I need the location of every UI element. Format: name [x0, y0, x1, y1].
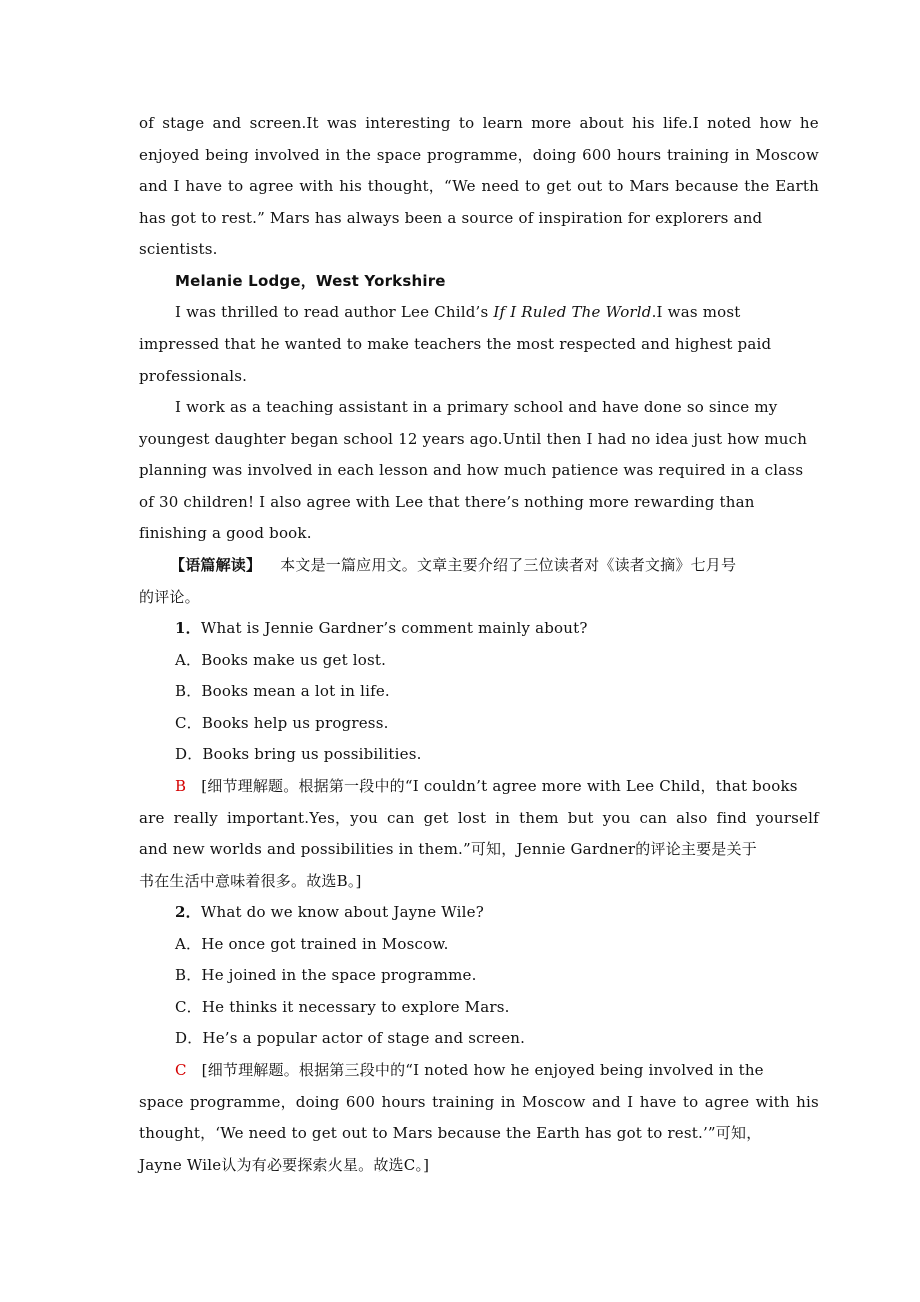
explanation-line: and new worlds and possibilities in them.”可知，Jennie Gardner的评论主要是关于 — [139, 840, 757, 858]
word: Moscow — [522, 1093, 586, 1111]
passage-line: professionals. — [139, 367, 248, 385]
word: can — [639, 809, 668, 827]
word: thought，“We — [367, 177, 476, 195]
word: his — [632, 114, 655, 132]
word: have — [185, 177, 223, 195]
word: 600 — [582, 146, 612, 164]
option-c: C．Books help us progress. — [175, 714, 389, 732]
explanation-line: thought，‘We need to get out to Mars because the Earth has got to rest.’”可知， — [139, 1124, 762, 1142]
word: space — [376, 146, 422, 164]
word: programme，doing — [189, 1093, 340, 1111]
word: in — [500, 1093, 516, 1111]
question-number: 2． — [175, 903, 201, 921]
word: to — [525, 177, 541, 195]
word: really — [173, 809, 218, 827]
word: involved — [254, 146, 320, 164]
word: the — [345, 146, 372, 164]
option-b: B．Books mean a lot in life. — [175, 682, 390, 700]
word: more — [531, 114, 572, 132]
word: agree — [249, 177, 294, 195]
option-b: B．He joined in the space programme. — [175, 966, 477, 984]
word: them — [519, 809, 559, 827]
word: Mars — [629, 177, 670, 195]
question-2 — [175, 902, 819, 922]
word: he — [799, 114, 819, 132]
question-text: What is Jennie Gardner’s comment mainly about? — [200, 619, 588, 637]
word: learn — [482, 114, 524, 132]
word: of — [139, 114, 154, 132]
passage-line: finishing a good book. — [139, 524, 312, 542]
analysis-text: 本文是一篇应用文。文章主要介绍了三位读者对《读者文摘》七月号 — [280, 556, 737, 574]
word: with — [299, 177, 334, 195]
passage-line: impressed that he wanted to make teachers the most respected and highest paid — [139, 335, 772, 353]
passage-line — [139, 113, 819, 133]
word: how — [759, 114, 792, 132]
word: training — [666, 146, 730, 164]
explanation-line — [139, 808, 819, 828]
word: noted — [707, 114, 752, 132]
book-title: If I Ruled The World — [493, 303, 652, 321]
word: but — [567, 809, 594, 827]
word: also — [676, 809, 708, 827]
option-a: A．Books make us get lost. — [175, 651, 387, 669]
word: because — [675, 177, 739, 195]
passage-line: youngest daughter began school 12 years ago.Until then I had no idea just how much — [139, 430, 808, 448]
word: 600 — [345, 1093, 376, 1111]
passage-line: planning was involved in each lesson and how much patience was required in a class — [139, 461, 804, 479]
word: hours — [381, 1093, 426, 1111]
passage-line: has got to rest.” Mars has always been a source of inspiration for explorers and — [139, 209, 763, 227]
word: to — [227, 177, 244, 195]
option-a: A．He once got trained in Moscow. — [175, 935, 449, 953]
question-number: 1． — [175, 619, 201, 637]
passage-text: .I was most — [651, 303, 741, 321]
explanation-text: [细节理解题。根据第一段中的“I couldn’t agree more with Lee Child，that books — [201, 777, 798, 795]
word: to — [608, 177, 624, 195]
explanation-line: 书在生活中意味着很多。故选B。] — [139, 872, 362, 890]
word: in — [495, 809, 511, 827]
word: Earth — [775, 177, 819, 195]
word: was — [326, 114, 358, 132]
word: find — [716, 809, 747, 827]
word: Moscow — [755, 146, 819, 164]
word: the — [744, 177, 770, 195]
passage-text: I was thrilled to read author Lee Child’s — [175, 303, 494, 321]
passage-line — [175, 302, 819, 322]
word: and — [591, 1093, 621, 1111]
word: his — [796, 1093, 819, 1111]
word: important.Yes，you — [226, 809, 378, 827]
word: life.I — [662, 114, 699, 132]
word: and — [139, 177, 168, 195]
word: get — [546, 177, 572, 195]
word: and — [212, 114, 242, 132]
word: yourself — [755, 809, 819, 827]
passage-line: I work as a teaching assistant in a primary school and have done so since my — [175, 398, 778, 416]
word: I — [173, 177, 180, 195]
explanation-text: [细节理解题。根据第三段中的“I noted how he enjoyed being involved in the — [201, 1061, 764, 1079]
word: hours — [617, 146, 662, 164]
option-c: C．He thinks it necessary to explore Mars. — [175, 998, 510, 1016]
word: out — [577, 177, 603, 195]
explanation-line: Jayne Wile认为有必要探索火星。故选C。] — [139, 1156, 430, 1174]
passage-line: of 30 children! I also agree with Lee that there’s nothing more rewarding than — [139, 493, 755, 511]
word: with — [755, 1093, 790, 1111]
explanation-line — [139, 1092, 819, 1112]
reader-signature: Melanie Lodge，West Yorkshire — [175, 272, 446, 290]
word: to — [458, 114, 475, 132]
word: programme，doing — [426, 146, 577, 164]
word: in — [325, 146, 341, 164]
explanation-line — [175, 776, 819, 796]
word: space — [139, 1093, 184, 1111]
passage-line — [139, 145, 819, 165]
option-d: D．He’s a popular actor of stage and screen. — [175, 1029, 526, 1047]
question-text: What do we know about Jayne Wile? — [200, 903, 484, 921]
analysis-label: 【语篇解读】 — [170, 556, 262, 574]
explanation-line — [175, 1060, 819, 1080]
word: get — [423, 809, 449, 827]
passage-line: scientists. — [139, 240, 218, 258]
word: lost — [457, 809, 487, 827]
question-1 — [175, 618, 819, 638]
analysis-line — [170, 555, 814, 575]
word: stage — [162, 114, 205, 132]
word: about — [579, 114, 624, 132]
word: can — [387, 809, 415, 827]
word: have — [639, 1093, 677, 1111]
word: his — [339, 177, 362, 195]
word: you — [602, 809, 631, 827]
word: I — [627, 1093, 634, 1111]
word: need — [481, 177, 520, 195]
word: screen.It — [249, 114, 319, 132]
answer-letter: C — [175, 1061, 187, 1079]
answer-letter: B — [175, 777, 187, 795]
word: to — [682, 1093, 699, 1111]
word: in — [734, 146, 750, 164]
word: are — [139, 809, 165, 827]
word: training — [432, 1093, 495, 1111]
analysis-line: 的评论。 — [139, 588, 200, 606]
word: being — [205, 146, 249, 164]
word: interesting — [365, 114, 451, 132]
option-d: D．Books bring us possibilities. — [175, 745, 422, 763]
word: agree — [704, 1093, 750, 1111]
word: enjoyed — [139, 146, 200, 164]
passage-line — [139, 176, 819, 196]
